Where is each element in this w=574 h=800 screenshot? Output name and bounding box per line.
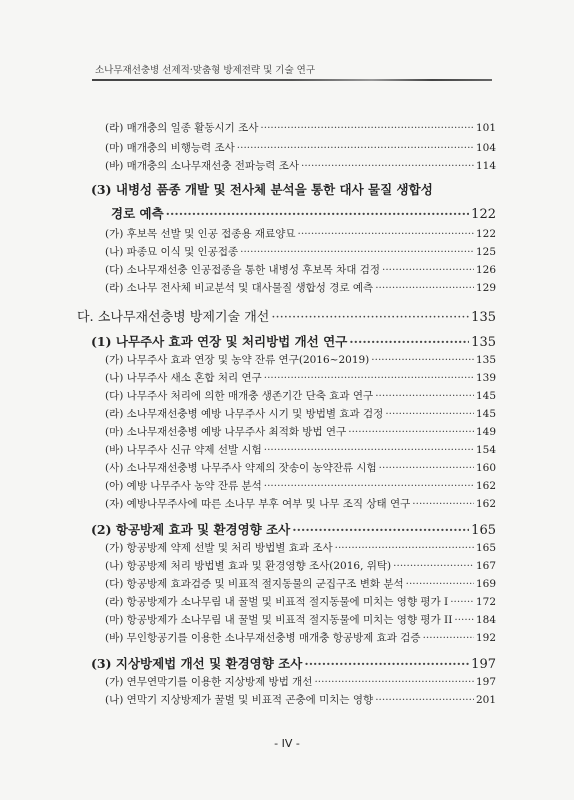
toc-item-label: (다) 소나무재선충 인공접종을 통한 내병성 후보목 차대 검정 <box>105 264 380 276</box>
toc-item-label: (라) 항공방제가 소나무림 내 꿀벌 및 비표적 절지동물에 미치는 영향 평가 I <box>105 596 449 608</box>
toc-item[interactable] <box>105 262 496 277</box>
toc-item-label: (마) 항공방제가 소나무림 내 꿀벌 및 비표적 절지동물에 미치는 영향 평가 II <box>105 614 453 626</box>
toc-item[interactable] <box>105 496 496 511</box>
toc-item-page: 162 <box>475 480 496 492</box>
toc-item-label: (라) 소나무 전사체 비교분석 및 대사물질 생합성 경로 예측 <box>105 282 374 294</box>
toc-item-page: 145 <box>475 408 496 420</box>
toc-item[interactable] <box>105 478 496 493</box>
toc-item-page: 154 <box>475 444 496 456</box>
toc-item[interactable] <box>105 424 496 439</box>
toc-item-label: (라) 소나무재선충병 예방 나무주사 시기 및 방법별 효과 검정 <box>105 408 384 420</box>
toc-item-label: (나) 파종묘 이식 및 인공접종 <box>105 246 239 258</box>
toc-item[interactable] <box>105 280 496 295</box>
toc-item[interactable] <box>105 540 496 555</box>
toc-subsection-page: 197 <box>471 657 496 672</box>
toc-item-page: 125 <box>475 246 496 258</box>
toc-item-page: 192 <box>475 632 496 644</box>
toc-subsection-page: 165 <box>471 523 496 538</box>
toc-item-label: (마) 매개충의 비행능력 조사 <box>105 142 235 154</box>
toc-item[interactable] <box>105 140 496 155</box>
toc-item-page: 145 <box>475 390 496 402</box>
toc-item[interactable] <box>105 352 496 367</box>
toc-subsection-label: (2) 항공방제 효과 및 환경영향 조사 <box>91 522 291 537</box>
toc-item-page: 160 <box>475 462 496 474</box>
toc-subsection-page: 135 <box>471 335 496 350</box>
toc-item-label: (다) 나무주사 처리에 의한 매개충 생존기간 단축 효과 연구 <box>105 390 374 402</box>
toc-item-page: 169 <box>475 578 496 590</box>
toc-item-label: (사) 소나무재선충병 나무주사 약제의 잣송이 농약잔류 시험 <box>105 462 377 474</box>
toc-item-page: 165 <box>475 542 496 554</box>
toc-item-label: (가) 나무주사 효과 연장 및 농약 잔류 연구(2016~2019) <box>105 354 370 366</box>
toc-item-page: 122 <box>475 228 496 240</box>
toc-item-page: 167 <box>475 560 496 572</box>
toc-item-label: (가) 후보목 선발 및 인공 접종용 재료양묘 <box>105 228 296 240</box>
toc-item-label: (라) 매개충의 일종 활동시기 조사 <box>105 122 259 134</box>
toc-item-label: (가) 연무연막기를 이용한 지상방제 방법 개선 <box>105 676 313 688</box>
toc-item-label: (바) 매개충의 소나무재선충 전파능력 조사 <box>105 160 299 172</box>
toc-item-page: 126 <box>475 264 496 276</box>
toc-item[interactable] <box>105 120 496 135</box>
toc-item[interactable] <box>105 594 496 609</box>
toc-subsection-heading[interactable]: (3) 내병성 품종 개발 및 전사체 분석을 통한 대사 물질 생합성 <box>91 182 433 197</box>
page-number: - IV - <box>274 737 300 750</box>
toc-item-label: (나) 항공방제 처리 방법별 효과 및 환경영향 조사(2016, 위탁) <box>105 560 392 572</box>
toc-section-page: 135 <box>471 310 496 325</box>
toc-item[interactable] <box>105 674 496 689</box>
toc-section[interactable] <box>77 306 496 325</box>
toc-item-page: 201 <box>475 694 496 706</box>
toc-item-label: (자) 예방나무주사에 따른 소나무 부후 여부 및 나무 조직 상태 연구 <box>105 498 411 510</box>
toc-item[interactable] <box>105 558 496 573</box>
toc-item[interactable] <box>105 244 496 259</box>
toc-item-page: 129 <box>475 282 496 294</box>
toc-item[interactable] <box>105 692 496 707</box>
toc-item-page: 114 <box>475 160 496 172</box>
running-header: 소나무재선충병 선제적·맞춤형 방제전략 및 기술 연구 <box>95 65 316 76</box>
toc-item-label: (나) 나무주사 새소 혼합 처리 연구 <box>105 372 262 384</box>
toc-subsection[interactable] <box>91 654 496 672</box>
toc-item[interactable] <box>105 576 496 591</box>
toc-item-page: 139 <box>475 372 496 384</box>
toc-item-page: 197 <box>475 676 496 688</box>
toc-item-page: 149 <box>475 426 496 438</box>
toc-item-label: (바) 나무주사 신규 약제 선발 시험 <box>105 444 262 456</box>
toc-item[interactable] <box>105 460 496 475</box>
toc-item[interactable] <box>105 388 496 403</box>
toc-item[interactable] <box>105 406 496 421</box>
toc-item-label: (바) 무인항공기를 이용한 소나무재선충병 매개충 항공방제 효과 검증 <box>105 632 421 644</box>
toc-item-page: 162 <box>475 498 496 510</box>
toc-item-label: (마) 소나무재선충병 예방 나무주사 최적화 방법 연구 <box>105 426 347 438</box>
toc-item-page: 172 <box>475 596 496 608</box>
header-rule <box>92 79 492 81</box>
toc-item[interactable] <box>105 158 496 173</box>
toc-item-page: 101 <box>475 122 496 134</box>
toc-subsection[interactable] <box>111 204 496 222</box>
toc-subsection-label: (1) 나무주사 효과 연장 및 처리방법 개선 연구 <box>91 334 348 349</box>
toc-item[interactable] <box>105 630 496 645</box>
toc-item[interactable] <box>105 442 496 457</box>
toc-item[interactable] <box>105 226 496 241</box>
toc-item-page: 104 <box>475 142 496 154</box>
toc-item-page: 135 <box>475 354 496 366</box>
toc-item-page: 184 <box>475 614 496 626</box>
toc-item-label: (가) 항공방제 약제 선발 및 처리 방법별 효과 조사 <box>105 542 333 554</box>
toc-item[interactable] <box>105 612 496 627</box>
toc-item[interactable] <box>105 370 496 385</box>
toc-section-label: 다. 소나무재선충병 방제기술 개선 <box>77 310 270 325</box>
toc-subsection-label: (3) 지상방제법 개선 및 환경영향 조사 <box>91 656 303 671</box>
toc-subsection[interactable] <box>91 332 496 350</box>
toc-subsection-label: 경로 예측 <box>111 206 164 221</box>
toc-item-label: (다) 항공방제 효과검증 및 비표적 절지동물의 군집구조 변화 분석 <box>105 578 404 590</box>
toc-item-label: (나) 연막기 지상방제가 꿀벌 및 비표적 곤충에 미치는 영향 <box>105 694 374 706</box>
toc-subsection[interactable] <box>91 520 496 538</box>
toc-subsection-page: 122 <box>471 207 496 222</box>
toc-item-label: (아) 예방 나무주사 농약 잔류 분석 <box>105 480 262 492</box>
